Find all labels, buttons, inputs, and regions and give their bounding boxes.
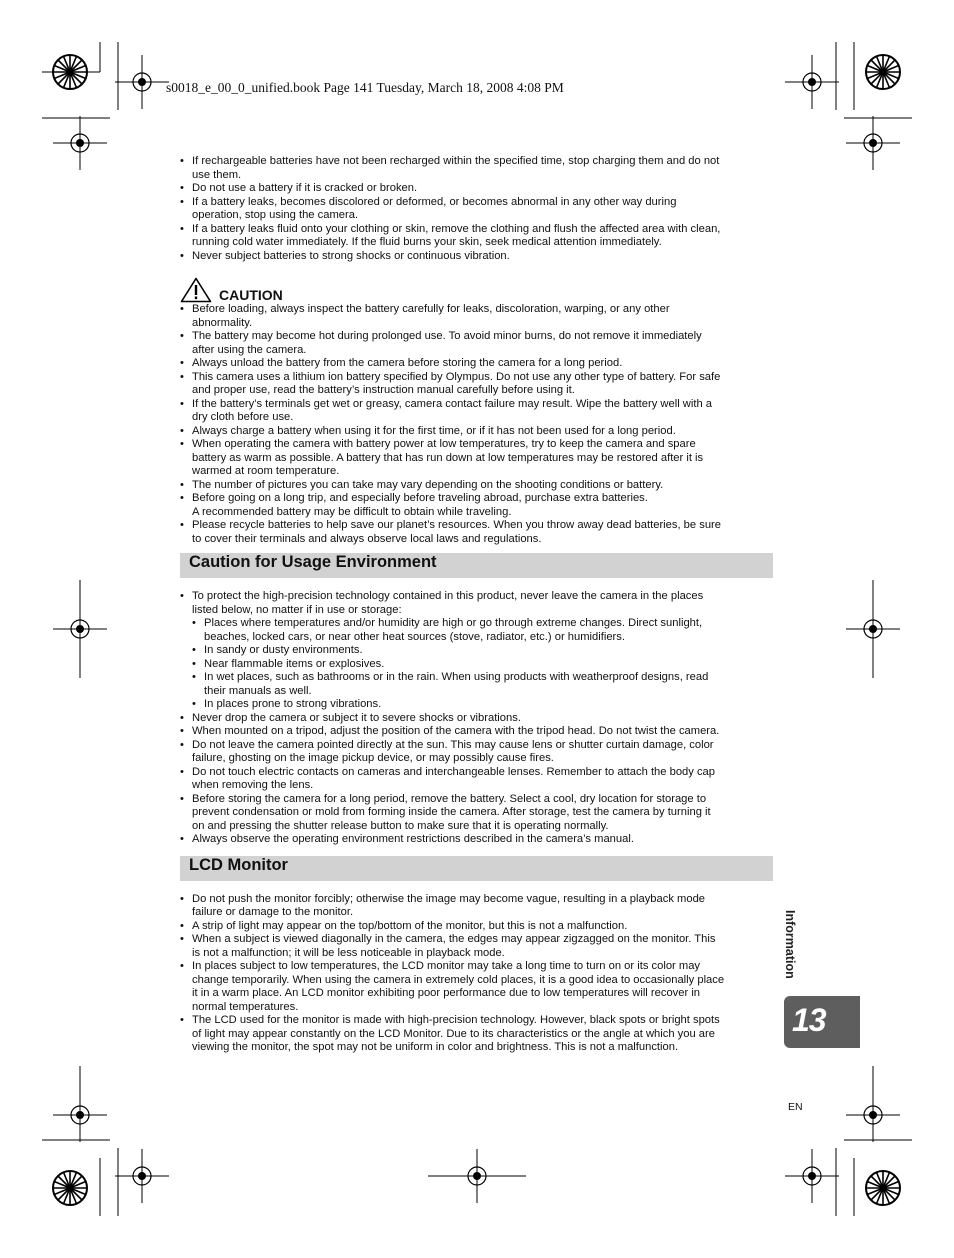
text-line: • If a battery leaks fluid onto your clothing or skin, remove the clothing and flush the affected area with clean, — [192, 222, 721, 235]
text-line: • In sandy or dusty environments. — [204, 644, 363, 656]
list-item — [192, 658, 773, 672]
text-line: • Never drop the camera or subject it to severe shocks or vibrations. — [192, 711, 521, 724]
caution-title: CAUTION — [219, 286, 283, 303]
list-item — [180, 196, 773, 223]
usage-bullet-list-more — [180, 712, 773, 847]
text-line: beaches, locked cars, or near other heat sources (stove, radiator, etc.) or humidifiers. — [204, 630, 625, 643]
text-line: • In wet places, such as bathrooms or in the rain. When using products with weatherproof designs, read — [204, 671, 709, 683]
list-item — [180, 438, 773, 479]
list-item — [180, 223, 773, 250]
caution-heading — [180, 277, 773, 303]
print-header: s0018_e_00_0_unified.book Page 141 Tuesday, March 18, 2008 4:08 PM — [166, 80, 564, 95]
text-line: • This camera uses a lithium ion battery specified by Olympus. Do not use any other type of battery. For safe — [192, 370, 721, 383]
text-line: • When mounted on a tripod, adjust the position of the camera with the tripod head. Do not twist the camera. — [192, 725, 720, 737]
list-item — [180, 371, 773, 398]
language-code: EN — [788, 1101, 803, 1113]
list-item — [192, 617, 773, 644]
text-line: • If rechargeable batteries have not been recharged within the specified time, stop charging them and do not — [192, 155, 720, 167]
text-line: • Always charge a battery when using it for the first time, or if it has not been used for a long period. — [192, 424, 676, 437]
text-line: and proper use, read the battery’s instruction manual carefully before using it. — [192, 384, 575, 396]
text-line: battery as warm as possible. A battery that has run down at low temperatures may be restored after it is — [192, 451, 704, 464]
text-line: • When operating the camera with battery power at low temperatures, try to keep the camera and spare — [192, 438, 696, 450]
text-line: • If the battery’s terminals get wet or greasy, camera contact failure may result. Wipe the battery well with a — [192, 397, 713, 410]
text-line: change temporarily. When using the camera in extremely cold places, it is a good idea to occasionally place — [192, 973, 725, 986]
text-line: failure, ghosting on the image pickup device, or may possibly cause fires. — [192, 752, 554, 764]
list-item — [180, 479, 773, 493]
text-line: warmed at room temperature. — [192, 465, 340, 477]
text-line: • Do not touch electric contacts on cameras and interchangeable lenses. Remember to attach the body cap — [192, 765, 716, 778]
chapter-side-label — [783, 910, 799, 990]
text-line: A recommended battery may be difficult to obtain while traveling. — [192, 505, 512, 518]
usage-intro — [192, 590, 773, 617]
usage-bullet-list — [180, 590, 773, 712]
list-item — [180, 712, 773, 726]
text-line: • Do not push the monitor forcibly; otherwise the image may become vague, resulting in a playback mode — [192, 892, 706, 905]
caution-bullet-list — [180, 303, 773, 546]
text-line: • If a battery leaks, becomes discolored or deformed, or becomes abnormal in any other way during — [192, 195, 677, 208]
list-item — [180, 182, 773, 196]
lcd-bullet-list — [180, 893, 773, 1055]
list-item — [180, 960, 773, 1014]
text-line: • In places subject to low temperatures, the LCD monitor may take a long time to turn on or its color may — [192, 960, 701, 972]
list-item — [180, 739, 773, 766]
text-line: prevent condensation or mold from forming inside the camera. After storage, test the camera by turning it — [192, 806, 711, 818]
usage-environment-title: Caution for Usage Environment — [189, 553, 437, 571]
list-item — [192, 698, 773, 712]
text-line: • Near flammable items or explosives. — [204, 657, 385, 670]
text-line: viewing the monitor, the spot may not be uniform in color and brightness. This is not a malfunction. — [192, 1041, 679, 1053]
list-item — [180, 425, 773, 439]
lcd-monitor-title: LCD Monitor — [189, 855, 288, 874]
list-item — [180, 590, 773, 712]
text-line: • Before going on a long trip, and especially before traveling abroad, purchase extra batteries. — [192, 492, 648, 504]
text-line: • Always observe the operating environment restrictions described in the camera’s manual. — [192, 833, 634, 845]
list-item — [180, 766, 773, 793]
text-line: abnormality. — [192, 316, 253, 329]
list-item — [180, 155, 773, 182]
text-line: is not a malfunction; it will be less noticeable in playback mode. — [192, 946, 505, 959]
list-item — [180, 303, 773, 330]
text-line: failure or damage to the monitor. — [192, 906, 354, 918]
text-line: • Please recycle batteries to help save our planet’s resources. When you throw away dead batteries, be sure — [192, 519, 722, 531]
text-line: • The battery may become hot during prolonged use. To avoid minor burns, do not remove it immediately — [192, 330, 702, 342]
list-item — [180, 250, 773, 264]
text-line: to cover their terminals and always observe local laws and regulations. — [192, 532, 542, 545]
text-line: • Always unload the battery from the camera before storing the camera for a long period. — [192, 357, 623, 369]
text-line: use them. — [192, 168, 242, 181]
text-line: running cold water immediately. If the fluid burns your skin, seek medical attention immediately. — [192, 236, 662, 248]
text-line: it in a warm place. An LCD monitor exhibiting poor performance due to low temperatures will recover in — [192, 987, 701, 999]
text-line: • When a subject is viewed diagonally in the camera, the edges may appear zigzagged on the monitor. This — [192, 933, 716, 945]
list-item — [180, 519, 773, 546]
list-item — [180, 1014, 773, 1055]
list-item — [180, 398, 773, 425]
text-line: • Places where temperatures and/or humidity are high or go through extreme changes. Direct sunlight, — [204, 617, 703, 629]
text-line: after using the camera. — [192, 343, 307, 356]
list-item — [180, 492, 773, 519]
usage-environment-heading — [180, 553, 773, 578]
text-line: operation, stop using the camera. — [192, 209, 359, 221]
warning-triangle-icon — [180, 277, 212, 303]
chapter-tab — [784, 996, 860, 1048]
text-line: • Before storing the camera for a long period, remove the battery. Select a cool, dry location for storage to — [192, 792, 707, 805]
text-line: on and pressing the shutter release button to make sure that it is operating normally. — [192, 819, 609, 832]
list-item — [192, 671, 773, 698]
lcd-monitor-heading — [180, 856, 773, 881]
list-item — [192, 644, 773, 658]
list-item — [180, 933, 773, 960]
usage-sub-list — [192, 617, 773, 712]
text-line: • A strip of light may appear on the top/bottom of the monitor, but this is not a malfunction. — [192, 919, 628, 932]
list-item — [180, 793, 773, 834]
text-line: of light may appear constantly on the LCD Monitor. Due to its characteristics or the angle at which you are — [192, 1027, 715, 1040]
text-line: • The number of pictures you can take may vary depending on the shooting conditions or battery. — [192, 478, 664, 491]
text-line: • Before loading, always inspect the battery carefully for leaks, discoloration, warping, or any other — [192, 303, 670, 315]
chapter-side-label-text: Information — [783, 910, 797, 979]
text-line: • To protect the high-precision technology contained in this product, never leave the camera in the places — [192, 590, 704, 602]
text-line: normal temperatures. — [192, 1000, 299, 1013]
text-line: when removing the lens. — [192, 779, 314, 791]
page-content — [180, 155, 773, 1055]
text-line: • Do not use a battery if it is cracked or broken. — [192, 182, 418, 194]
battery-bullet-list — [180, 155, 773, 263]
list-item — [180, 330, 773, 357]
text-line: listed below, no matter if in use or storage: — [192, 603, 402, 616]
list-item — [180, 920, 773, 934]
list-item — [180, 833, 773, 847]
text-line: dry cloth before use. — [192, 411, 294, 423]
text-line: • Do not leave the camera pointed directly at the sun. This may cause lens or shutter curtain damage, color — [192, 738, 714, 751]
text-line: their manuals as well. — [204, 684, 312, 697]
list-item — [180, 725, 773, 739]
text-line: • In places prone to strong vibrations. — [204, 698, 382, 710]
list-item — [180, 893, 773, 920]
list-item — [180, 357, 773, 371]
chapter-number: 13 — [792, 1002, 826, 1038]
text-line: • Never subject batteries to strong shocks or continuous vibration. — [192, 249, 510, 262]
text-line: • The LCD used for the monitor is made with high-precision technology. However, black spots or bright spots — [192, 1014, 720, 1026]
